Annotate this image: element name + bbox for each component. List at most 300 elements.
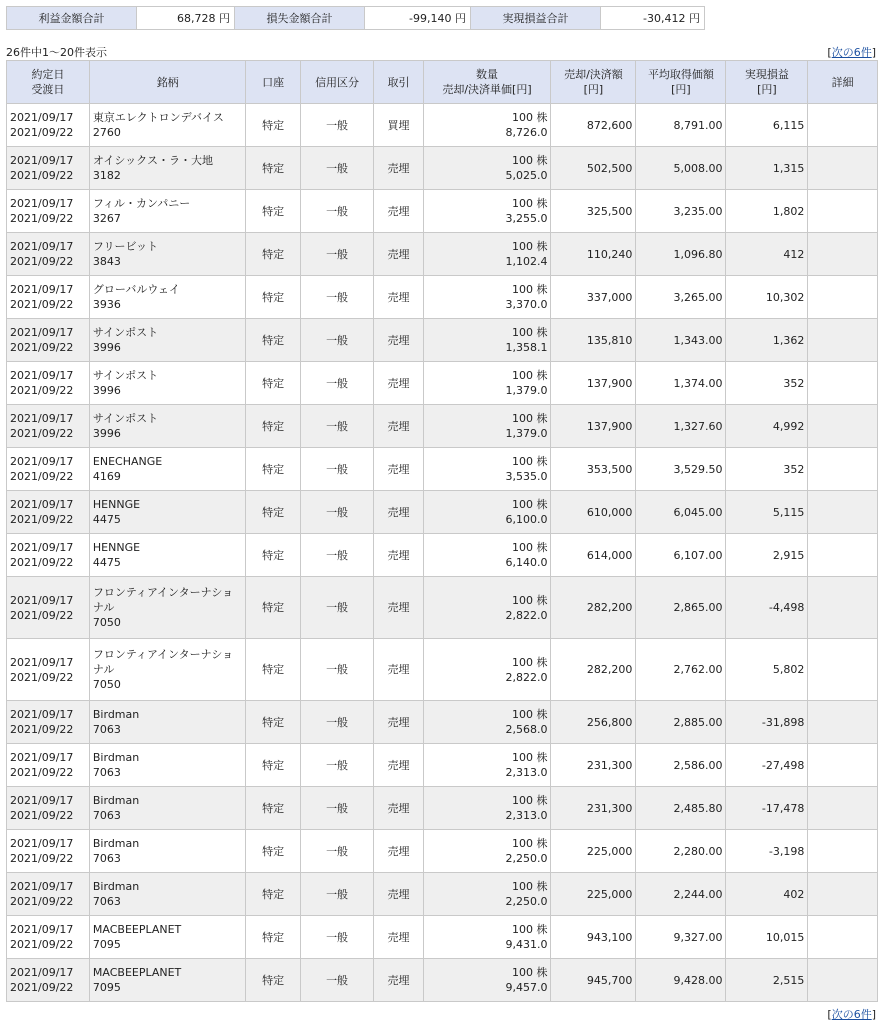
stock-cell <box>89 577 246 639</box>
header-qty: 数量 売却/決済単価[円] <box>423 61 551 104</box>
quantity: 100 株 <box>511 498 548 511</box>
trade-date: 2021/09/17 <box>10 283 74 296</box>
stock-code: 7095 <box>92 938 121 951</box>
unit-price: 3,535.0 <box>505 470 548 483</box>
credit-cell: 一般 <box>300 787 374 830</box>
unit-price: 1,379.0 <box>505 384 548 397</box>
unit-price: 6,140.0 <box>505 556 548 569</box>
settle-date: 2021/09/22 <box>10 169 74 182</box>
avg-cost-cell: 2,762.00 <box>636 639 726 701</box>
stock-name: Birdman <box>92 837 140 850</box>
table-row <box>7 639 878 701</box>
date-cell <box>7 104 90 147</box>
unit-price: 3,255.0 <box>505 212 548 225</box>
avg-cost-cell: 3,235.00 <box>636 190 726 233</box>
proceeds-cell: 945,700 <box>551 959 636 1002</box>
detail-cell <box>808 362 878 405</box>
avg-cost-cell: 3,265.00 <box>636 276 726 319</box>
settle-date: 2021/09/22 <box>10 981 74 994</box>
header-detail: 詳細 <box>808 61 878 104</box>
credit-cell: 一般 <box>300 959 374 1002</box>
unit-price: 6,100.0 <box>505 513 548 526</box>
avg-cost-cell: 1,374.00 <box>636 362 726 405</box>
qty-cell <box>423 701 551 744</box>
stock-name: HENNGE <box>92 498 141 511</box>
trade-type-cell: 売埋 <box>374 233 423 276</box>
account-cell: 特定 <box>246 830 300 873</box>
trade-date: 2021/09/17 <box>10 655 74 669</box>
credit-cell: 一般 <box>300 873 374 916</box>
trade-date: 2021/09/17 <box>10 369 74 382</box>
table-row <box>7 959 878 1002</box>
proceeds-cell: 337,000 <box>551 276 636 319</box>
proceeds-cell: 943,100 <box>551 916 636 959</box>
qty-cell <box>423 916 551 959</box>
trade-date: 2021/09/17 <box>10 794 74 807</box>
trade-date: 2021/09/17 <box>10 412 74 425</box>
detail-cell <box>808 405 878 448</box>
trade-type-cell: 売埋 <box>374 190 423 233</box>
avg-cost-cell: 2,586.00 <box>636 744 726 787</box>
qty-cell <box>423 830 551 873</box>
table-row <box>7 104 878 147</box>
trade-date: 2021/09/17 <box>10 197 74 210</box>
loss-total-value: -99,140 円 <box>365 7 471 30</box>
unit-price: 1,102.4 <box>505 255 548 268</box>
proceeds-cell: 137,900 <box>551 362 636 405</box>
account-cell: 特定 <box>246 639 300 701</box>
stock-name: Birdman <box>92 751 140 764</box>
stock-cell <box>89 319 246 362</box>
date-cell <box>7 147 90 190</box>
settle-date: 2021/09/22 <box>10 895 74 908</box>
trade-type-cell: 売埋 <box>374 916 423 959</box>
unit-price: 3,370.0 <box>505 298 548 311</box>
summary-table <box>6 6 705 30</box>
pl-cell: 352 <box>726 362 808 405</box>
stock-cell <box>89 830 246 873</box>
settle-date: 2021/09/22 <box>10 384 74 397</box>
unit-price: 9,431.0 <box>505 938 548 951</box>
credit-cell: 一般 <box>300 104 374 147</box>
detail-cell <box>808 873 878 916</box>
stock-name: Birdman <box>92 880 140 893</box>
trade-type-cell: 売埋 <box>374 959 423 1002</box>
quantity: 100 株 <box>511 283 548 296</box>
date-cell <box>7 319 90 362</box>
trade-type-cell: 買埋 <box>374 104 423 147</box>
detail-cell <box>808 787 878 830</box>
avg-cost-cell: 9,428.00 <box>636 959 726 1002</box>
credit-cell: 一般 <box>300 319 374 362</box>
table-row <box>7 701 878 744</box>
detail-cell <box>808 319 878 362</box>
date-cell <box>7 830 90 873</box>
quantity: 100 株 <box>511 326 548 339</box>
detail-cell <box>808 916 878 959</box>
quantity: 100 株 <box>511 369 548 382</box>
table-row <box>7 233 878 276</box>
unit-price: 2,250.0 <box>505 895 548 908</box>
qty-cell <box>423 639 551 701</box>
account-cell: 特定 <box>246 405 300 448</box>
stock-name: MACBEEPLANET <box>92 923 182 936</box>
account-cell: 特定 <box>246 701 300 744</box>
trade-type-cell: 売埋 <box>374 147 423 190</box>
quantity: 100 株 <box>511 541 548 554</box>
avg-cost-cell: 6,107.00 <box>636 534 726 577</box>
settle-date: 2021/09/22 <box>10 852 74 865</box>
trade-date: 2021/09/17 <box>10 326 74 339</box>
quantity: 100 株 <box>511 708 548 721</box>
unit-price: 2,313.0 <box>505 809 548 822</box>
unit-price: 2,568.0 <box>505 723 548 736</box>
detail-cell <box>808 233 878 276</box>
account-cell: 特定 <box>246 319 300 362</box>
proceeds-cell: 325,500 <box>551 190 636 233</box>
stock-name: MACBEEPLANET <box>92 966 182 979</box>
date-cell <box>7 491 90 534</box>
pl-cell: 2,515 <box>726 959 808 1002</box>
settle-date: 2021/09/22 <box>10 938 74 951</box>
quantity: 100 株 <box>511 966 548 979</box>
proceeds-cell: 872,600 <box>551 104 636 147</box>
stock-name: グローバルウェイ <box>92 283 180 296</box>
detail-cell <box>808 639 878 701</box>
account-cell: 特定 <box>246 959 300 1002</box>
settle-date: 2021/09/22 <box>10 513 74 526</box>
next-page-link-bottom[interactable]: 次の6件 <box>831 1008 872 1021</box>
quantity: 100 株 <box>511 880 548 893</box>
loss-total-label: 損失金額合計 <box>235 7 365 30</box>
trade-type-cell: 売埋 <box>374 491 423 534</box>
stock-code: 7063 <box>92 809 121 822</box>
date-cell <box>7 787 90 830</box>
qty-cell <box>423 787 551 830</box>
pl-cell: 6,115 <box>726 104 808 147</box>
qty-cell <box>423 534 551 577</box>
detail-cell <box>808 147 878 190</box>
stock-cell <box>89 639 246 701</box>
proceeds-cell: 225,000 <box>551 873 636 916</box>
pl-cell: -17,478 <box>726 787 808 830</box>
pl-cell: 10,015 <box>726 916 808 959</box>
trade-type-cell: 売埋 <box>374 362 423 405</box>
realized-total-value: -30,412 円 <box>601 7 705 30</box>
trade-date: 2021/09/17 <box>10 837 74 850</box>
settle-date: 2021/09/22 <box>10 809 74 822</box>
table-row <box>7 276 878 319</box>
stock-code: 7050 <box>92 616 121 629</box>
pl-cell: 1,315 <box>726 147 808 190</box>
credit-cell: 一般 <box>300 744 374 787</box>
avg-cost-cell: 1,096.80 <box>636 233 726 276</box>
stock-code: 3996 <box>92 427 121 440</box>
avg-cost-cell: 2,885.00 <box>636 701 726 744</box>
qty-cell <box>423 744 551 787</box>
avg-cost-cell: 1,343.00 <box>636 319 726 362</box>
avg-cost-cell: 2,280.00 <box>636 830 726 873</box>
settle-date: 2021/09/22 <box>10 341 74 354</box>
stock-cell <box>89 701 246 744</box>
settle-date: 2021/09/22 <box>10 126 74 139</box>
proceeds-cell: 282,200 <box>551 577 636 639</box>
trade-date: 2021/09/17 <box>10 880 74 893</box>
unit-price: 8,726.0 <box>505 126 548 139</box>
unit-price: 9,457.0 <box>505 981 548 994</box>
qty-cell <box>423 362 551 405</box>
pl-cell: -31,898 <box>726 701 808 744</box>
quantity: 100 株 <box>511 240 548 253</box>
unit-price: 2,250.0 <box>505 852 548 865</box>
qty-cell <box>423 233 551 276</box>
date-cell <box>7 916 90 959</box>
account-cell: 特定 <box>246 491 300 534</box>
detail-cell <box>808 577 878 639</box>
detail-cell <box>808 276 878 319</box>
stock-name: HENNGE <box>92 541 141 554</box>
header-date: 約定日 受渡日 <box>7 61 90 104</box>
settle-date: 2021/09/22 <box>10 212 74 225</box>
pl-cell: 1,362 <box>726 319 808 362</box>
quantity: 100 株 <box>511 655 548 669</box>
header-credit: 信用区分 <box>300 61 374 104</box>
result-count: 26件中1～20件表示 <box>6 46 107 59</box>
stock-name: サインポスト <box>92 369 159 382</box>
trade-type-cell: 売埋 <box>374 577 423 639</box>
stock-name: Birdman <box>92 708 140 721</box>
quantity: 100 株 <box>511 111 548 124</box>
account-cell: 特定 <box>246 577 300 639</box>
date-cell <box>7 744 90 787</box>
header-proceeds: 売却/決済額 [円] <box>551 61 636 104</box>
pl-cell: -4,498 <box>726 577 808 639</box>
table-row <box>7 190 878 233</box>
stock-code: 7063 <box>92 723 121 736</box>
stock-cell <box>89 916 246 959</box>
quantity: 100 株 <box>511 923 548 936</box>
stock-code: 7050 <box>92 678 121 691</box>
trade-type-cell: 売埋 <box>374 639 423 701</box>
date-cell <box>7 448 90 491</box>
detail-cell <box>808 830 878 873</box>
date-cell <box>7 577 90 639</box>
credit-cell: 一般 <box>300 362 374 405</box>
table-row <box>7 491 878 534</box>
stock-name: フロンティアインターナショナル <box>92 648 234 676</box>
avg-cost-cell: 6,045.00 <box>636 491 726 534</box>
account-cell: 特定 <box>246 448 300 491</box>
detail-cell <box>808 534 878 577</box>
settle-date: 2021/09/22 <box>10 255 74 268</box>
stock-code: 7095 <box>92 981 121 994</box>
settle-date: 2021/09/22 <box>10 766 74 779</box>
date-cell <box>7 701 90 744</box>
proceeds-cell: 256,800 <box>551 701 636 744</box>
pl-cell: -27,498 <box>726 744 808 787</box>
pl-cell: 402 <box>726 873 808 916</box>
trade-date: 2021/09/17 <box>10 455 74 468</box>
quantity: 100 株 <box>511 412 548 425</box>
table-row <box>7 405 878 448</box>
pl-cell: 5,115 <box>726 491 808 534</box>
realized-total-label: 実現損益合計 <box>471 7 601 30</box>
account-cell: 特定 <box>246 362 300 405</box>
table-row <box>7 319 878 362</box>
pl-cell: 2,915 <box>726 534 808 577</box>
qty-cell <box>423 577 551 639</box>
pl-cell: 412 <box>726 233 808 276</box>
detail-cell <box>808 744 878 787</box>
credit-cell: 一般 <box>300 491 374 534</box>
stock-cell <box>89 491 246 534</box>
date-cell <box>7 639 90 701</box>
trade-type-cell: 売埋 <box>374 319 423 362</box>
pl-cell: 10,302 <box>726 276 808 319</box>
unit-price: 2,822.0 <box>505 608 548 622</box>
profit-total-label: 利益金額合計 <box>7 7 137 30</box>
table-row <box>7 577 878 639</box>
credit-cell: 一般 <box>300 577 374 639</box>
account-cell: 特定 <box>246 147 300 190</box>
stock-cell <box>89 744 246 787</box>
stock-cell <box>89 787 246 830</box>
credit-cell: 一般 <box>300 916 374 959</box>
credit-cell: 一般 <box>300 639 374 701</box>
qty-cell <box>423 190 551 233</box>
trade-date: 2021/09/17 <box>10 240 74 253</box>
account-cell: 特定 <box>246 276 300 319</box>
settle-date: 2021/09/22 <box>10 608 74 622</box>
date-cell <box>7 405 90 448</box>
stock-cell <box>89 448 246 491</box>
date-cell <box>7 233 90 276</box>
credit-cell: 一般 <box>300 534 374 577</box>
table-row <box>7 916 878 959</box>
proceeds-cell: 610,000 <box>551 491 636 534</box>
stock-code: 4475 <box>92 513 121 526</box>
avg-cost-cell: 5,008.00 <box>636 147 726 190</box>
proceeds-cell: 231,300 <box>551 787 636 830</box>
trade-date: 2021/09/17 <box>10 708 74 721</box>
stock-code: 3996 <box>92 341 121 354</box>
trade-type-cell: 売埋 <box>374 405 423 448</box>
stock-name: 東京エレクトロンデバイス <box>92 111 224 124</box>
unit-price: 2,313.0 <box>505 766 548 779</box>
unit-price: 1,358.1 <box>505 341 548 354</box>
table-row <box>7 147 878 190</box>
settle-date: 2021/09/22 <box>10 670 74 684</box>
pl-cell: -3,198 <box>726 830 808 873</box>
trade-date: 2021/09/17 <box>10 923 74 936</box>
avg-cost-cell: 1,327.60 <box>636 405 726 448</box>
qty-cell <box>423 147 551 190</box>
unit-price: 5,025.0 <box>505 169 548 182</box>
trade-type-cell: 売埋 <box>374 744 423 787</box>
header-name: 銘柄 <box>89 61 246 104</box>
stock-code: 4169 <box>92 470 121 483</box>
date-cell <box>7 959 90 1002</box>
detail-cell <box>808 104 878 147</box>
settle-date: 2021/09/22 <box>10 427 74 440</box>
qty-cell <box>423 491 551 534</box>
table-row <box>7 534 878 577</box>
stock-name: フロンティアインターナショナル <box>92 586 234 614</box>
stock-code: 3936 <box>92 298 121 311</box>
avg-cost-cell: 8,791.00 <box>636 104 726 147</box>
settle-date: 2021/09/22 <box>10 723 74 736</box>
stock-code: 3182 <box>92 169 121 182</box>
avg-cost-cell: 2,244.00 <box>636 873 726 916</box>
stock-cell <box>89 276 246 319</box>
header-trade: 取引 <box>374 61 423 104</box>
settle-date: 2021/09/22 <box>10 470 74 483</box>
stock-cell <box>89 959 246 1002</box>
credit-cell: 一般 <box>300 405 374 448</box>
unit-price: 2,822.0 <box>505 670 548 684</box>
quantity: 100 株 <box>511 197 548 210</box>
stock-code: 3996 <box>92 384 121 397</box>
stock-cell <box>89 190 246 233</box>
account-cell: 特定 <box>246 534 300 577</box>
proceeds-cell: 135,810 <box>551 319 636 362</box>
account-cell: 特定 <box>246 233 300 276</box>
detail-cell <box>808 959 878 1002</box>
account-cell: 特定 <box>246 916 300 959</box>
trade-date: 2021/09/17 <box>10 966 74 979</box>
table-row <box>7 744 878 787</box>
trade-type-cell: 売埋 <box>374 830 423 873</box>
credit-cell: 一般 <box>300 276 374 319</box>
proceeds-cell: 137,900 <box>551 405 636 448</box>
proceeds-cell: 225,000 <box>551 830 636 873</box>
stock-code: 7063 <box>92 852 121 865</box>
date-cell <box>7 190 90 233</box>
table-row <box>7 787 878 830</box>
account-cell: 特定 <box>246 744 300 787</box>
stock-name: サインポスト <box>92 412 159 425</box>
stock-name: Birdman <box>92 794 140 807</box>
proceeds-cell: 282,200 <box>551 639 636 701</box>
account-cell: 特定 <box>246 787 300 830</box>
table-row <box>7 362 878 405</box>
qty-cell <box>423 448 551 491</box>
credit-cell: 一般 <box>300 448 374 491</box>
proceeds-cell: 502,500 <box>551 147 636 190</box>
stock-code: 7063 <box>92 766 121 779</box>
stock-cell <box>89 233 246 276</box>
settle-date: 2021/09/22 <box>10 556 74 569</box>
credit-cell: 一般 <box>300 190 374 233</box>
trade-type-cell: 売埋 <box>374 534 423 577</box>
trade-date: 2021/09/17 <box>10 541 74 554</box>
stock-cell <box>89 405 246 448</box>
stock-code: 2760 <box>92 126 121 139</box>
table-header-row <box>7 61 878 104</box>
profit-total-value: 68,728 円 <box>137 7 235 30</box>
next-page-link[interactable]: 次の6件 <box>831 46 872 59</box>
pl-cell: 5,802 <box>726 639 808 701</box>
avg-cost-cell: 9,327.00 <box>636 916 726 959</box>
account-cell: 特定 <box>246 104 300 147</box>
quantity: 100 株 <box>511 455 548 468</box>
stock-name: フリービット <box>92 240 159 253</box>
table-row <box>7 448 878 491</box>
stock-cell <box>89 534 246 577</box>
detail-cell <box>808 701 878 744</box>
qty-cell <box>423 959 551 1002</box>
stock-code: 7063 <box>92 895 121 908</box>
